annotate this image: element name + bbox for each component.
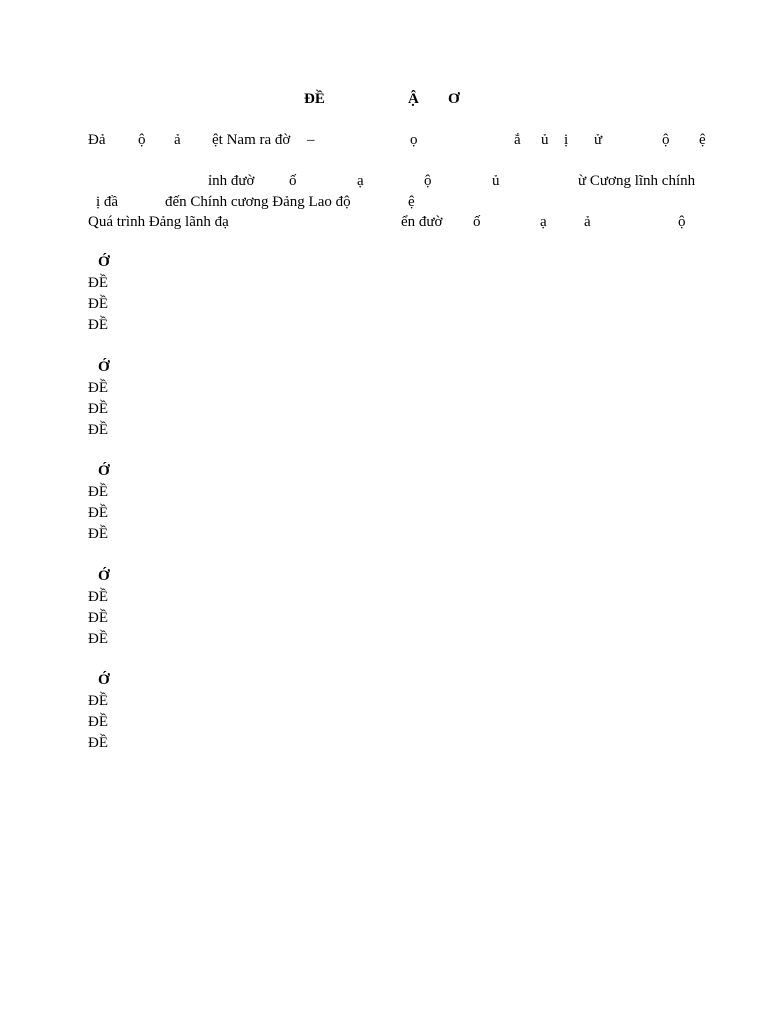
- group-item: ĐỀ: [88, 589, 108, 605]
- title-part-2: Ậ: [408, 91, 419, 107]
- group-item: ĐỀ: [88, 317, 108, 333]
- section-group-1: [88, 252, 288, 336]
- text-fragment: ệ: [699, 132, 706, 148]
- text-fragment: ị đầ: [96, 194, 119, 210]
- group-heading: Ớ: [98, 254, 110, 270]
- text-fragment: ỉnh đườ: [208, 173, 255, 189]
- group-item: ĐỀ: [88, 380, 108, 396]
- text-fragment: ả: [584, 214, 591, 230]
- section-group-2: [88, 357, 288, 441]
- section-group-5: [88, 670, 288, 754]
- text-fragment: ủ: [492, 173, 500, 189]
- group-item: ĐỀ: [88, 526, 108, 542]
- group-item: ĐỀ: [88, 422, 108, 438]
- group-item: ĐỀ: [88, 610, 108, 626]
- group-item: ĐỀ: [88, 631, 108, 647]
- text-fragment: ả: [174, 132, 181, 148]
- text-fragment: Đả: [88, 132, 106, 148]
- text-fragment: ển đườ: [401, 214, 443, 230]
- title-part-3: Ơ: [448, 91, 460, 107]
- section-group-3: [88, 461, 288, 545]
- group-item: ĐỀ: [88, 735, 108, 751]
- text-fragment: ọ: [410, 132, 418, 148]
- group-item: ĐỀ: [88, 275, 108, 291]
- text-fragment: ừ Cương lĩnh chính: [578, 173, 696, 189]
- title-part-1: ĐỀ: [304, 91, 325, 107]
- paragraph-line-2: [88, 171, 718, 191]
- text-fragment: ộ: [662, 132, 670, 148]
- text-fragment: –: [307, 132, 315, 148]
- text-fragment: ộ: [678, 214, 686, 230]
- paragraph-line-3: [88, 192, 718, 212]
- group-item: ĐỀ: [88, 296, 108, 312]
- text-fragment: ắ: [514, 132, 521, 148]
- group-item: ĐỀ: [88, 714, 108, 730]
- text-fragment: ị: [564, 132, 569, 148]
- group-heading: Ớ: [98, 463, 110, 479]
- group-heading: Ớ: [98, 359, 110, 375]
- group-heading: Ớ: [98, 568, 110, 584]
- text-fragment: ạ: [540, 214, 547, 230]
- text-fragment: ử: [594, 132, 603, 148]
- group-item: ĐỀ: [88, 484, 108, 500]
- group-item: ĐỀ: [88, 401, 108, 417]
- text-fragment: ộ: [424, 173, 432, 189]
- text-fragment: ạ: [357, 173, 364, 189]
- group-item: ĐỀ: [88, 693, 108, 709]
- group-item: ĐỀ: [88, 505, 108, 521]
- text-fragment: Quá trình Đảng lãnh đạ: [88, 214, 229, 230]
- group-heading: Ớ: [98, 672, 110, 688]
- section-group-4: [88, 566, 288, 650]
- text-fragment: đến Chính cương Đảng Lao độ: [165, 194, 351, 210]
- text-fragment: ủ: [541, 132, 549, 148]
- text-fragment: ố: [473, 214, 481, 230]
- paragraph-line-1: [88, 130, 718, 150]
- text-fragment: ệt Nam ra đờ: [212, 132, 291, 148]
- text-fragment: ộ: [138, 132, 146, 148]
- text-fragment: ệ: [408, 194, 415, 210]
- text-fragment: ố: [289, 173, 297, 189]
- paragraph-line-4: [88, 212, 718, 232]
